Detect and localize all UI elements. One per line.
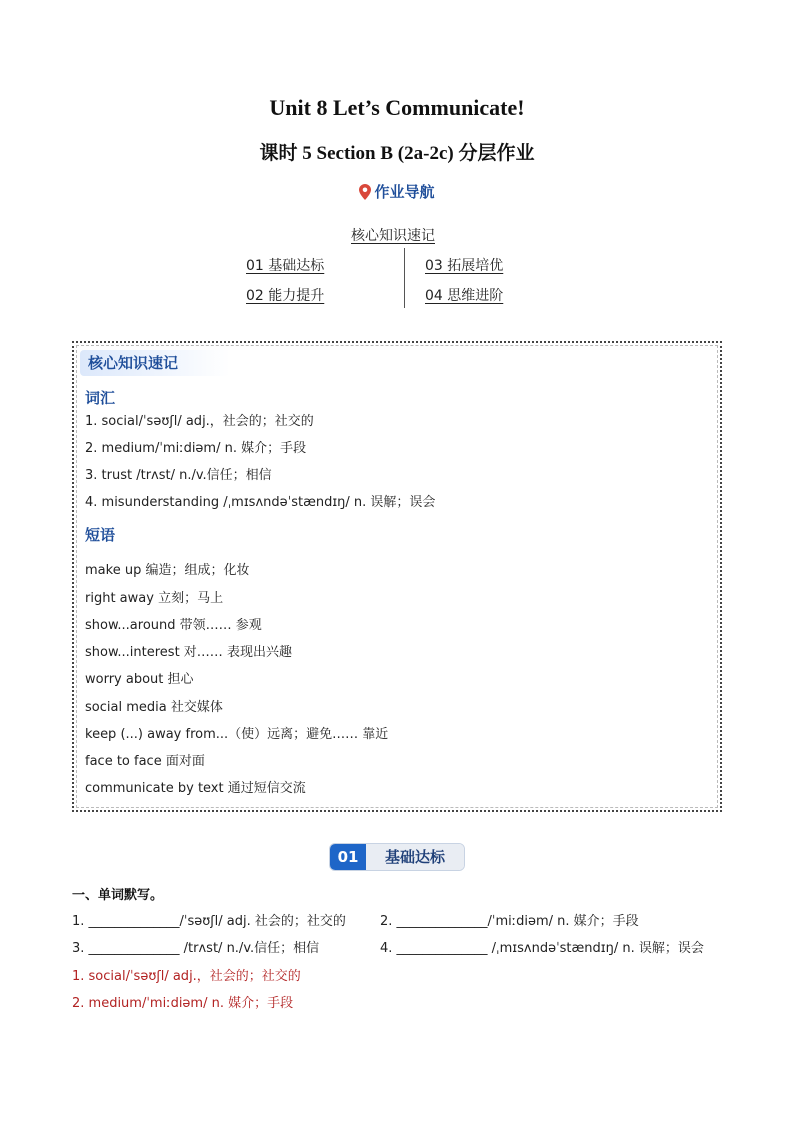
location-pin-icon <box>359 184 371 204</box>
phrase-item: show...around 带领…… 参观 <box>85 618 262 633</box>
phrase-item: worry about 担心 <box>85 672 194 687</box>
phrase-item: social media 社交媒体 <box>85 700 223 715</box>
vocab-heading: 词汇 <box>85 389 116 407</box>
answer-item: 2. medium/ˈmiːdiəm/ n. 媒介；手段 <box>72 996 294 1011</box>
page-subtitle: 课时 5 Section B (2a-2c) 分层作业 <box>259 143 535 164</box>
vocab-item: 4. misunderstanding /ˌmɪsʌndəˈstændɪŋ/ n. 误解；误会 <box>85 495 436 510</box>
phrase-heading: 短语 <box>85 526 116 544</box>
phrase-item: communicate by text 通过短信交流 <box>85 781 306 796</box>
vocab-item: 3. trust /trʌst/ n./v.信任；相信 <box>85 468 272 483</box>
nav-link-ability[interactable]: 02 能力提升 <box>246 288 325 304</box>
section-badge-label: 基础达标 <box>366 844 464 870</box>
nav-heading <box>0 181 794 204</box>
answer-item: 1. social/ˈsəʊʃl/ adj.，社会的；社交的 <box>72 969 301 984</box>
nav-divider <box>404 248 405 308</box>
knowledge-heading: 核心知识速记 <box>80 350 230 376</box>
phrase-item: face to face 面对面 <box>85 754 205 769</box>
question-item: 4. ______________ /ˌmɪsʌndəˈstændɪŋ/ n. 误解；误会 <box>380 941 704 956</box>
nav-link-core-knowledge[interactable]: 核心知识速记 <box>351 228 435 244</box>
phrase-item: show...interest 对…… 表现出兴趣 <box>85 645 292 660</box>
question-item: 3. ______________ /trʌst/ n./v.信任；相信 <box>72 941 320 956</box>
nav-link-extension[interactable]: 03 拓展培优 <box>425 258 504 274</box>
phrase-item: keep (...) away from...（使）远离；避免…… 靠近 <box>85 727 389 742</box>
phrase-item: right away 立刻；马上 <box>85 591 224 606</box>
vocab-item: 1. social/ˈsəʊʃl/ adj.，社会的；社交的 <box>85 414 314 429</box>
section-badge-number: 01 <box>330 844 366 870</box>
page-title: Unit 8 Let’s Communicate! <box>269 95 525 120</box>
nav-heading-label: 作业导航 <box>374 183 435 201</box>
question-item: 2. ______________/ˈmiːdiəm/ n. 媒介；手段 <box>380 914 639 929</box>
section-badge <box>329 843 465 871</box>
nav-link-basic[interactable]: 01 基础达标 <box>246 258 325 274</box>
vocab-item: 2. medium/ˈmiːdiəm/ n. 媒介；手段 <box>85 441 307 456</box>
part-heading: 一、单词默写。 <box>72 888 164 903</box>
nav-link-thinking[interactable]: 04 思维进阶 <box>425 288 504 304</box>
phrase-item: make up 编造；组成；化妆 <box>85 563 250 578</box>
question-item: 1. ______________/ˈsəʊʃl/ adj. 社会的；社交的 <box>72 914 346 929</box>
